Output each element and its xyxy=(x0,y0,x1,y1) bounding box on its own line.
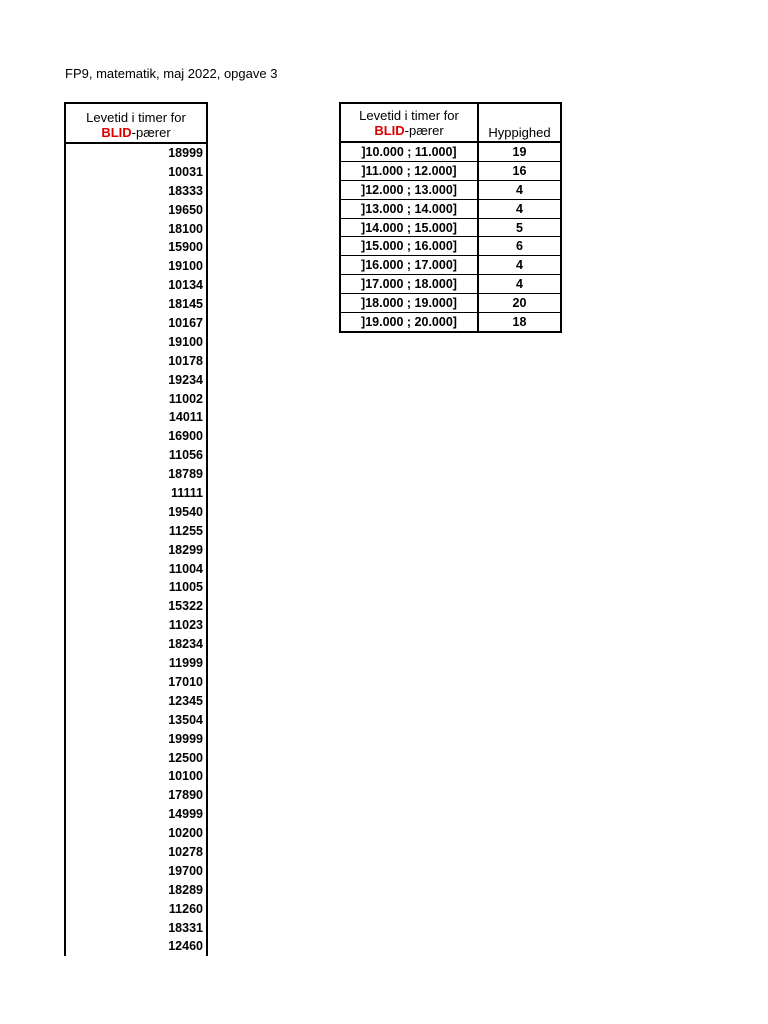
interval-cell: ]15.000 ; 16.000] xyxy=(340,237,478,256)
count-cell: 19 xyxy=(478,142,561,161)
interval-cell: ]19.000 ; 20.000] xyxy=(340,313,478,332)
interval-cell: ]12.000 ; 13.000] xyxy=(340,180,478,199)
table-row: 11005 xyxy=(168,580,203,595)
table-row: 18289 xyxy=(168,882,203,897)
raw-table-header xyxy=(66,102,206,144)
raw-header-suffix: -pærer xyxy=(131,125,171,140)
table-row: 11056 xyxy=(168,448,203,463)
table-row: 17890 xyxy=(168,788,203,803)
table-row: 11004 xyxy=(168,561,203,576)
raw-data-table xyxy=(64,102,208,956)
table-row: 19650 xyxy=(168,202,203,217)
table-row: 18100 xyxy=(168,221,203,236)
count-cell: 16 xyxy=(478,161,561,180)
table-row: 15900 xyxy=(168,240,203,255)
count-cell: 18 xyxy=(478,313,561,332)
table-row: 19100 xyxy=(168,334,203,349)
table-row xyxy=(340,294,561,313)
interval-header-brand: BLID xyxy=(374,122,405,138)
table-row: 13504 xyxy=(168,712,203,727)
table-row: 10031 xyxy=(168,164,203,179)
interval-cell: ]17.000 ; 18.000] xyxy=(340,275,478,294)
interval-cell: ]16.000 ; 17.000] xyxy=(340,256,478,275)
count-cell: 20 xyxy=(478,294,561,313)
table-row: 12500 xyxy=(168,750,203,765)
table-row: 18789 xyxy=(168,467,203,482)
table-row: 12345 xyxy=(168,693,203,708)
table-row: 19540 xyxy=(168,504,203,519)
table-row: 10167 xyxy=(168,316,203,331)
count-cell: 4 xyxy=(478,256,561,275)
table-row: 14011 xyxy=(168,410,203,425)
document-title: FP9, matematik, maj 2022, opgave 3 xyxy=(65,66,278,81)
interval-cell: ]10.000 ; 11.000] xyxy=(340,142,478,161)
count-cell: 4 xyxy=(478,275,561,294)
table-row xyxy=(340,199,561,218)
table-row: 10278 xyxy=(168,844,203,859)
table-row: 18234 xyxy=(168,637,203,652)
table-row: 10200 xyxy=(168,826,203,841)
freq-header-row xyxy=(340,103,561,142)
table-row: 15322 xyxy=(168,599,203,614)
table-row: 14999 xyxy=(168,807,203,822)
table-row: 18331 xyxy=(168,920,203,935)
table-row: 19234 xyxy=(168,372,203,387)
table-row xyxy=(340,161,561,180)
table-row: 10134 xyxy=(168,278,203,293)
table-row xyxy=(340,218,561,237)
table-row: 12460 xyxy=(168,939,203,954)
raw-header-line2 xyxy=(66,125,206,140)
table-row xyxy=(340,237,561,256)
table-row xyxy=(340,256,561,275)
count-cell: 4 xyxy=(478,180,561,199)
table-row: 19100 xyxy=(168,259,203,274)
count-cell: 5 xyxy=(478,218,561,237)
interval-cell: ]11.000 ; 12.000] xyxy=(340,161,478,180)
raw-rows xyxy=(66,144,206,956)
table-row: 10100 xyxy=(168,769,203,784)
table-row: 11255 xyxy=(168,523,203,538)
table-row: 18145 xyxy=(168,297,203,312)
table-row xyxy=(340,180,561,199)
interval-header xyxy=(340,103,478,142)
interval-header-suffix: -pærer xyxy=(404,122,444,138)
table-row: 19999 xyxy=(168,731,203,746)
freq-rows xyxy=(340,142,561,332)
table-row: 16900 xyxy=(168,429,203,444)
table-row: 10178 xyxy=(168,353,203,368)
table-row: 17010 xyxy=(168,674,203,689)
interval-cell: ]14.000 ; 15.000] xyxy=(340,218,478,237)
count-cell: 6 xyxy=(478,237,561,256)
table-row: 11999 xyxy=(168,656,203,671)
table-row: 18299 xyxy=(168,542,203,557)
table-row xyxy=(340,275,561,294)
table-row xyxy=(340,313,561,332)
table-row: 11002 xyxy=(168,391,203,406)
table-row: 11111 xyxy=(170,486,203,501)
interval-cell: ]18.000 ; 19.000] xyxy=(340,294,478,313)
table-row: 18999 xyxy=(168,146,203,160)
interval-header-line2 xyxy=(341,123,477,138)
frequency-table xyxy=(339,102,562,333)
table-row: 11260 xyxy=(168,901,203,916)
interval-header-line1: Levetid i timer for xyxy=(359,107,459,123)
table-row: 11023 xyxy=(168,618,203,633)
interval-cell: ]13.000 ; 14.000] xyxy=(340,199,478,218)
count-cell: 4 xyxy=(478,199,561,218)
table-row: 19700 xyxy=(168,863,203,878)
raw-header-line1: Levetid i timer for xyxy=(86,110,186,125)
table-row: 18333 xyxy=(168,183,203,198)
raw-header-brand: BLID xyxy=(101,125,132,140)
table-row xyxy=(340,142,561,161)
frequency-header: Hyppighed xyxy=(478,103,561,142)
